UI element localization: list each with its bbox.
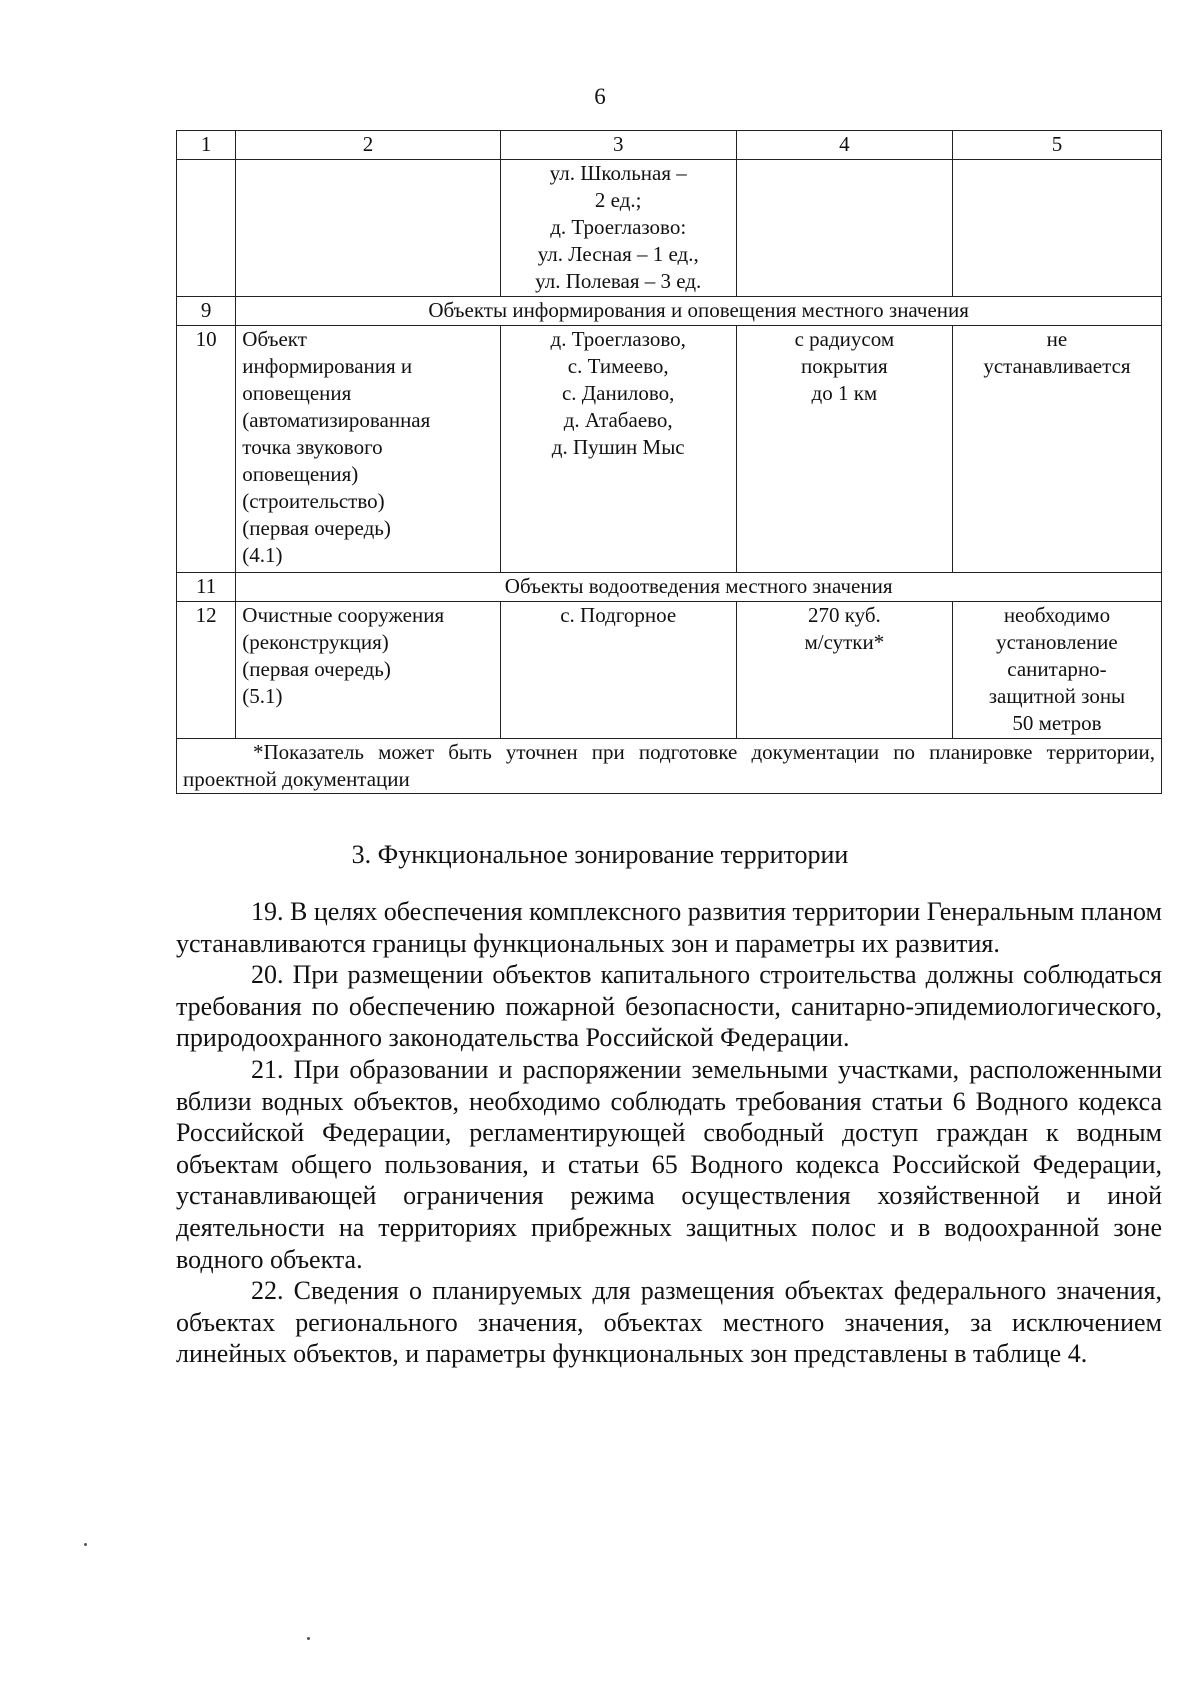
cell-line: (5.1) bbox=[242, 684, 283, 708]
row-number: 9 bbox=[177, 297, 236, 326]
paragraph-19: 19. В целях обеспечения комплексного развития территории Генеральным планом устанавливаются границы функциональных зон и параметры их развития. bbox=[176, 897, 1162, 958]
cell-locations bbox=[500, 160, 736, 297]
cell-line: 2 ед.; bbox=[594, 188, 642, 212]
cell-line: д. Атабаево, bbox=[563, 408, 673, 432]
cell-line: санитарно- bbox=[1007, 657, 1107, 681]
paragraph-22: 22. Сведения о планируемых для размещения объектах федерального значения, объектах регионального значения, объектах местного значения, за исключением линейных объектов, и параметры функциональных зон представлены в таблице 4. bbox=[176, 1276, 1162, 1369]
cell-empty bbox=[952, 160, 1161, 297]
table-row-group-11 bbox=[177, 573, 1162, 602]
cell-line: 50 метров bbox=[1012, 711, 1102, 735]
cell-line: оповещения bbox=[242, 381, 352, 405]
cell-line: не bbox=[1046, 327, 1068, 351]
cell-line: покрытия bbox=[801, 354, 888, 378]
cell-zone bbox=[952, 602, 1161, 739]
cell-line: Очистные сооружения bbox=[242, 603, 445, 627]
scan-speck bbox=[84, 1543, 87, 1546]
cell-line: ул. Лесная – 1 ед., bbox=[537, 242, 699, 266]
cell-line: м/сутки* bbox=[804, 630, 885, 654]
cell-line: с. Данилово, bbox=[561, 381, 675, 405]
cell-object bbox=[236, 326, 500, 573]
cell-line: д. Троеглазово, bbox=[550, 327, 686, 351]
table-row-group-9 bbox=[177, 297, 1162, 326]
paragraph-20: 20. При размещении объектов капитального строительства должны соблюдаться требования по обеспечению пожарной безопасности, санитарно-эпидемиологического, природоохранного законодательства Российской Федерации. bbox=[176, 960, 1162, 1053]
table-row-continuation bbox=[177, 160, 1162, 297]
cell-line: 270 куб. bbox=[807, 603, 881, 627]
cell-line: необходимо bbox=[1003, 603, 1111, 627]
row-number: 10 bbox=[177, 326, 236, 573]
objects-table bbox=[176, 130, 1162, 794]
row-number: 11 bbox=[177, 573, 236, 602]
header-col-3: 3 bbox=[500, 131, 736, 160]
cell-locations bbox=[500, 602, 736, 739]
cell-line: (первая очередь) bbox=[242, 516, 391, 540]
header-col-2: 2 bbox=[236, 131, 500, 160]
cell-line: до 1 км bbox=[811, 381, 878, 405]
cell-zone bbox=[952, 326, 1161, 573]
cell-line: с. Подгорное bbox=[560, 603, 677, 627]
cell-empty bbox=[736, 160, 952, 297]
cell-line: (автоматизированная bbox=[242, 408, 431, 432]
cell-line: (первая очередь) bbox=[242, 657, 391, 681]
cell-line: информирования и bbox=[242, 354, 413, 378]
page-number: 6 bbox=[594, 84, 606, 109]
cell-line: ул. Школьная – bbox=[549, 161, 687, 185]
cell-parameters bbox=[736, 326, 952, 573]
cell-line: оповещения) bbox=[242, 462, 359, 486]
cell-line: д. Троеглазово: bbox=[550, 215, 687, 239]
scan-speck bbox=[307, 1637, 310, 1640]
cell-line: с радиусом bbox=[794, 327, 895, 351]
table-row-12 bbox=[177, 602, 1162, 739]
cell-line: точка звукового bbox=[242, 435, 383, 459]
paragraph-21: 21. При образовании и распоряжении земельными участками, расположенными вблизи водных объектов, необходимо соблюдать требования статьи 6 Водного кодекса Российской Федерации, регламентирующей свободный доступ граждан к водным объектам общего пользования, и статьи 65 Водного кодекса Российской Федерации, устанавливающей ограничения режима осуществления хозяйственной и иной деятельности на территориях прибрежных защитных полос и в водоохранной зоне водного объекта. bbox=[176, 1054, 1162, 1274]
header-col-1: 1 bbox=[177, 131, 236, 160]
header-col-4: 4 bbox=[736, 131, 952, 160]
cell-line: Объект bbox=[242, 327, 307, 351]
cell-line: установление bbox=[996, 630, 1118, 654]
cell-line: (строительство) bbox=[242, 489, 385, 513]
body-text bbox=[176, 896, 1162, 1370]
cell-line: с. Тимеево, bbox=[567, 354, 669, 378]
header-col-5: 5 bbox=[952, 131, 1161, 160]
cell-line: д. Пушин Мыс bbox=[551, 435, 685, 459]
table-row-10 bbox=[177, 326, 1162, 573]
cell-line: устанавливается bbox=[983, 354, 1131, 378]
cell-object bbox=[236, 602, 500, 739]
cell-line: (реконструкция) bbox=[242, 630, 389, 654]
section-title: 3. Функциональное зонирование территории bbox=[351, 840, 849, 869]
group-title: Объекты водоотведения местного значения bbox=[236, 573, 1162, 602]
cell-line: (4.1) bbox=[242, 543, 283, 567]
group-title: Объекты информирования и оповещения местного значения bbox=[236, 297, 1162, 326]
table-header-row bbox=[177, 131, 1162, 160]
cell-line: ул. Полевая – 3 ед. bbox=[535, 269, 702, 293]
footnote-text: *Показатель может быть уточнен при подготовке документации по планировке территории, проектной документации bbox=[183, 740, 1155, 791]
table-footnote-row bbox=[177, 739, 1162, 794]
cell-parameters bbox=[736, 602, 952, 739]
table-footnote bbox=[177, 739, 1162, 794]
cell-line: защитной зоны bbox=[988, 684, 1126, 708]
cell-locations bbox=[500, 326, 736, 573]
row-number: 12 bbox=[177, 602, 236, 739]
cell-empty bbox=[236, 160, 500, 297]
cell-empty bbox=[177, 160, 236, 297]
